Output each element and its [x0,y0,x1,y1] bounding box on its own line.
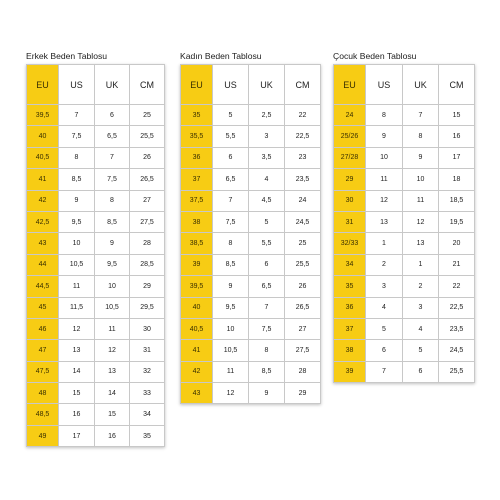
table-row [334,126,475,147]
table-row [27,340,165,361]
size-cell-eu: 43 [27,233,59,254]
size-cell-eu: 42,5 [27,211,59,232]
table-row [181,340,321,361]
size-cell-uk: 12 [95,340,130,361]
size-cell-us: 12 [59,318,95,339]
size-cell-cm: 18,5 [439,190,475,211]
size-cell-us: 9,5 [213,297,249,318]
table-row [334,169,475,190]
header-us: US [59,65,95,105]
size-cell-cm: 23 [285,147,321,168]
size-cell-uk: 7 [403,105,439,126]
size-cell-eu: 37 [334,318,366,339]
size-cell-us: 5 [213,105,249,126]
table-row [334,297,475,318]
size-cell-cm: 21 [439,254,475,275]
size-cell-us: 9 [213,276,249,297]
size-cell-uk: 3,5 [249,147,285,168]
size-cell-uk: 11 [403,190,439,211]
size-cell-eu: 44,5 [27,276,59,297]
size-cell-eu: 39,5 [181,276,213,297]
table-row [334,340,475,361]
size-cell-cm: 30 [130,318,165,339]
size-cell-cm: 25,5 [439,361,475,382]
size-cell-uk: 14 [95,383,130,404]
size-cell-eu: 41 [181,340,213,361]
size-cell-us: 11 [59,276,95,297]
size-cell-eu: 38,5 [181,233,213,254]
size-cell-cm: 23,5 [285,169,321,190]
size-cell-eu: 37 [181,169,213,190]
size-cell-cm: 25 [130,105,165,126]
size-cell-uk: 12 [403,211,439,232]
size-cell-eu: 27/28 [334,147,366,168]
table-row [27,233,165,254]
size-cell-cm: 33 [130,383,165,404]
size-cell-us: 8 [366,105,403,126]
header-cm: CM [285,65,321,105]
size-cell-us: 5 [366,318,403,339]
size-cell-us: 12 [366,190,403,211]
header-row [181,65,321,105]
size-cell-us: 13 [59,340,95,361]
size-cell-cm: 28 [130,233,165,254]
size-cell-uk: 3 [403,297,439,318]
size-cell-eu: 48,5 [27,404,59,425]
size-cell-eu: 47 [27,340,59,361]
size-cell-us: 4 [366,297,403,318]
size-cell-uk: 9 [403,147,439,168]
size-cell-us: 12 [213,383,249,404]
size-cell-cm: 25,5 [285,254,321,275]
header-uk: UK [403,65,439,105]
size-cell-us: 6 [213,147,249,168]
table-row [27,105,165,126]
table-row [181,169,321,190]
header-uk: UK [249,65,285,105]
size-cell-eu: 47,5 [27,361,59,382]
size-cell-cm: 26 [285,276,321,297]
table-row [27,297,165,318]
size-cell-cm: 24,5 [285,211,321,232]
size-cell-uk: 16 [95,425,130,446]
size-cell-cm: 22 [285,105,321,126]
size-cell-cm: 32 [130,361,165,382]
size-cell-us: 7,5 [213,211,249,232]
size-cell-eu: 38 [181,211,213,232]
size-cell-eu: 42 [181,361,213,382]
size-cell-eu: 25/26 [334,126,366,147]
size-cell-cm: 17 [439,147,475,168]
size-cell-us: 7 [59,105,95,126]
size-cell-uk: 15 [95,404,130,425]
table-row [181,211,321,232]
size-cell-uk: 6 [249,254,285,275]
size-cell-eu: 44 [27,254,59,275]
size-cell-us: 11 [213,361,249,382]
size-cell-eu: 40 [27,126,59,147]
size-cell-eu: 39 [181,254,213,275]
size-cell-eu: 29 [334,169,366,190]
size-cell-us: 11,5 [59,297,95,318]
size-cell-eu: 34 [334,254,366,275]
size-cell-eu: 49 [27,425,59,446]
table-row [181,297,321,318]
table-row [334,318,475,339]
size-cell-cm: 27 [285,318,321,339]
size-cell-uk: 6,5 [249,276,285,297]
size-cell-cm: 22,5 [285,126,321,147]
header-cm: CM [130,65,165,105]
size-cell-uk: 8 [249,340,285,361]
size-cell-eu: 42 [27,190,59,211]
header-cm: CM [439,65,475,105]
size-cell-us: 8 [213,233,249,254]
table-row [27,211,165,232]
header-eu: EU [27,65,59,105]
men-chart-title: Erkek Beden Tablosu [26,51,108,61]
size-cell-us: 7 [213,190,249,211]
size-cell-cm: 28 [285,361,321,382]
header-row [27,65,165,105]
size-cell-uk: 9 [249,383,285,404]
size-cell-us: 10,5 [59,254,95,275]
size-cell-eu: 46 [27,318,59,339]
table-row [181,190,321,211]
table-row [27,169,165,190]
size-cell-eu: 32/33 [334,233,366,254]
size-cell-eu: 36 [181,147,213,168]
size-cell-uk: 7 [95,147,130,168]
size-cell-us: 5,5 [213,126,249,147]
men-size-chart [26,50,165,447]
women-table-body [181,105,321,404]
size-cell-us: 16 [59,404,95,425]
size-cell-cm: 26 [130,147,165,168]
size-cell-uk: 10 [403,169,439,190]
table-row [181,105,321,126]
men-size-table [26,64,165,447]
kids-chart-title: Çocuk Beden Tablosu [333,51,417,61]
size-cell-us: 7 [366,361,403,382]
size-cell-uk: 13 [403,233,439,254]
size-cell-us: 17 [59,425,95,446]
size-cell-cm: 31 [130,340,165,361]
size-cell-uk: 2,5 [249,105,285,126]
size-cell-eu: 38 [334,340,366,361]
table-row [334,233,475,254]
size-cell-us: 8,5 [59,169,95,190]
size-cell-cm: 29,5 [130,297,165,318]
table-row [27,383,165,404]
size-cell-eu: 31 [334,211,366,232]
size-cell-eu: 48 [27,383,59,404]
table-row [27,126,165,147]
size-cell-us: 13 [366,211,403,232]
size-cell-us: 10 [213,318,249,339]
header-us: US [366,65,403,105]
women-size-chart [180,50,321,404]
size-cell-uk: 3 [249,126,285,147]
table-row [181,276,321,297]
size-cell-cm: 24 [285,190,321,211]
size-cell-uk: 10,5 [95,297,130,318]
men-table-body [27,105,165,447]
size-cell-uk: 7 [249,297,285,318]
size-cell-uk: 8 [403,126,439,147]
size-cell-us: 10,5 [213,340,249,361]
size-cell-uk: 9 [95,233,130,254]
size-cell-cm: 26,5 [285,297,321,318]
size-cell-uk: 4 [403,318,439,339]
size-cell-eu: 30 [334,190,366,211]
size-cell-us: 8,5 [213,254,249,275]
size-cell-cm: 27,5 [285,340,321,361]
table-row [27,190,165,211]
kids-size-table [333,64,475,383]
size-cell-uk: 2 [403,276,439,297]
size-cell-cm: 26,5 [130,169,165,190]
size-cell-uk: 6 [95,105,130,126]
size-cell-us: 1 [366,233,403,254]
table-row [181,383,321,404]
header-us: US [213,65,249,105]
size-cell-uk: 13 [95,361,130,382]
header-eu: EU [181,65,213,105]
size-cell-us: 6 [366,340,403,361]
table-row [27,404,165,425]
size-cell-us: 9 [59,190,95,211]
size-cell-us: 14 [59,361,95,382]
size-cell-us: 10 [59,233,95,254]
table-row [181,361,321,382]
size-cell-eu: 39,5 [27,105,59,126]
size-cell-uk: 1 [403,254,439,275]
size-cell-uk: 7,5 [249,318,285,339]
size-cell-us: 10 [366,147,403,168]
header-row [334,65,475,105]
table-row [27,425,165,446]
size-cell-uk: 5,5 [249,233,285,254]
size-cell-us: 15 [59,383,95,404]
table-row [181,254,321,275]
size-cell-cm: 22,5 [439,297,475,318]
women-chart-title: Kadın Beden Tablosu [180,51,262,61]
size-cell-uk: 7,5 [95,169,130,190]
size-cell-uk: 11 [95,318,130,339]
size-cell-cm: 20 [439,233,475,254]
size-cell-eu: 24 [334,105,366,126]
women-size-table [180,64,321,404]
size-cell-cm: 35 [130,425,165,446]
size-cell-cm: 29 [285,383,321,404]
size-cell-uk: 5 [249,211,285,232]
size-cell-eu: 41 [27,169,59,190]
table-row [27,318,165,339]
table-row [334,276,475,297]
table-row [334,190,475,211]
table-row [27,254,165,275]
size-cell-cm: 27,5 [130,211,165,232]
size-cell-cm: 19,5 [439,211,475,232]
size-cell-uk: 4 [249,169,285,190]
size-cell-eu: 36 [334,297,366,318]
size-cell-us: 9,5 [59,211,95,232]
size-cell-eu: 35 [181,105,213,126]
table-row [27,361,165,382]
size-cell-eu: 39 [334,361,366,382]
size-cell-eu: 40,5 [181,318,213,339]
table-row [27,147,165,168]
table-row [27,276,165,297]
size-cell-uk: 8,5 [95,211,130,232]
table-row [181,233,321,254]
table-row [334,147,475,168]
table-row [334,105,475,126]
size-cell-us: 3 [366,276,403,297]
size-cell-eu: 37,5 [181,190,213,211]
table-row [181,126,321,147]
kids-table-body [334,105,475,383]
table-row [334,361,475,382]
size-cell-eu: 40,5 [27,147,59,168]
table-row [334,254,475,275]
size-cell-cm: 23,5 [439,318,475,339]
size-cell-uk: 8,5 [249,361,285,382]
table-row [334,211,475,232]
size-cell-us: 6,5 [213,169,249,190]
size-cell-eu: 40 [181,297,213,318]
size-cell-cm: 34 [130,404,165,425]
size-cell-us: 9 [366,126,403,147]
size-cell-uk: 9,5 [95,254,130,275]
header-eu: EU [334,65,366,105]
table-row [181,318,321,339]
size-cell-uk: 6 [403,361,439,382]
size-cell-uk: 8 [95,190,130,211]
size-cell-eu: 45 [27,297,59,318]
size-cell-cm: 29 [130,276,165,297]
size-cell-us: 8 [59,147,95,168]
size-cell-cm: 15 [439,105,475,126]
size-cell-uk: 5 [403,340,439,361]
table-row [181,147,321,168]
kids-size-chart [333,50,475,383]
size-cell-cm: 25 [285,233,321,254]
size-cell-cm: 22 [439,276,475,297]
size-cell-us: 2 [366,254,403,275]
size-cell-eu: 35 [334,276,366,297]
size-cell-cm: 28,5 [130,254,165,275]
size-cell-us: 7,5 [59,126,95,147]
size-cell-cm: 27 [130,190,165,211]
size-cell-cm: 16 [439,126,475,147]
size-cell-eu: 43 [181,383,213,404]
size-cell-uk: 10 [95,276,130,297]
size-cell-us: 11 [366,169,403,190]
size-cell-cm: 25,5 [130,126,165,147]
size-cell-uk: 4,5 [249,190,285,211]
size-cell-uk: 6,5 [95,126,130,147]
size-cell-cm: 24,5 [439,340,475,361]
header-uk: UK [95,65,130,105]
size-cell-eu: 35,5 [181,126,213,147]
size-cell-cm: 18 [439,169,475,190]
